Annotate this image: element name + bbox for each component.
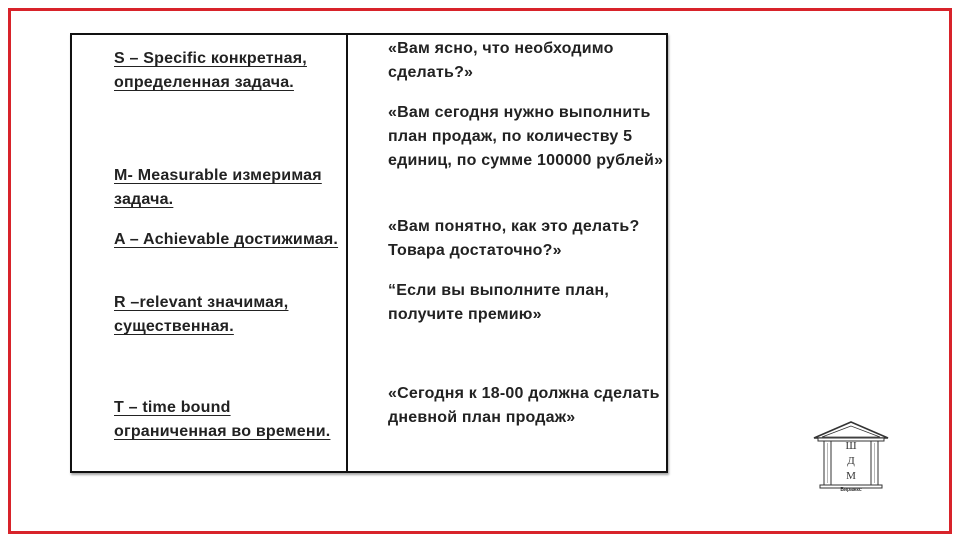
example-achievable: «Вам понятно, как это делать? Товара достаточно?» xyxy=(388,218,640,259)
examples-column xyxy=(348,35,666,471)
logo-caption: Виражкс xyxy=(840,487,862,493)
logo-letters: Ш Д М xyxy=(845,440,857,482)
example-specific: «Вам ясно, что необходимо сделать?» xyxy=(388,40,614,81)
criterion-achievable: A – Achievable достижимая. xyxy=(114,231,339,248)
example-relevant: “Если вы выполните план, получите премию» xyxy=(388,282,609,323)
criterion-specific: S – Specific конкретная, определенная задача. xyxy=(114,50,307,91)
example-measurable: «Вам сегодня нужно выполнить план продаж, по количеству 5 единиц, по сумме 100000 рублей» xyxy=(388,104,664,169)
criterion-time-bound: T – time bound ограниченная во времени. xyxy=(114,399,331,440)
criterion-relevant: R –relevant значимая, существенная. xyxy=(114,294,289,335)
criteria-column xyxy=(72,35,348,471)
smart-table xyxy=(70,33,668,473)
example-time-bound: «Сегодня к 18-00 должна сделать дневной план продаж» xyxy=(388,385,660,426)
criterion-measurable: M- Measurable измеримая задача. xyxy=(114,167,322,208)
